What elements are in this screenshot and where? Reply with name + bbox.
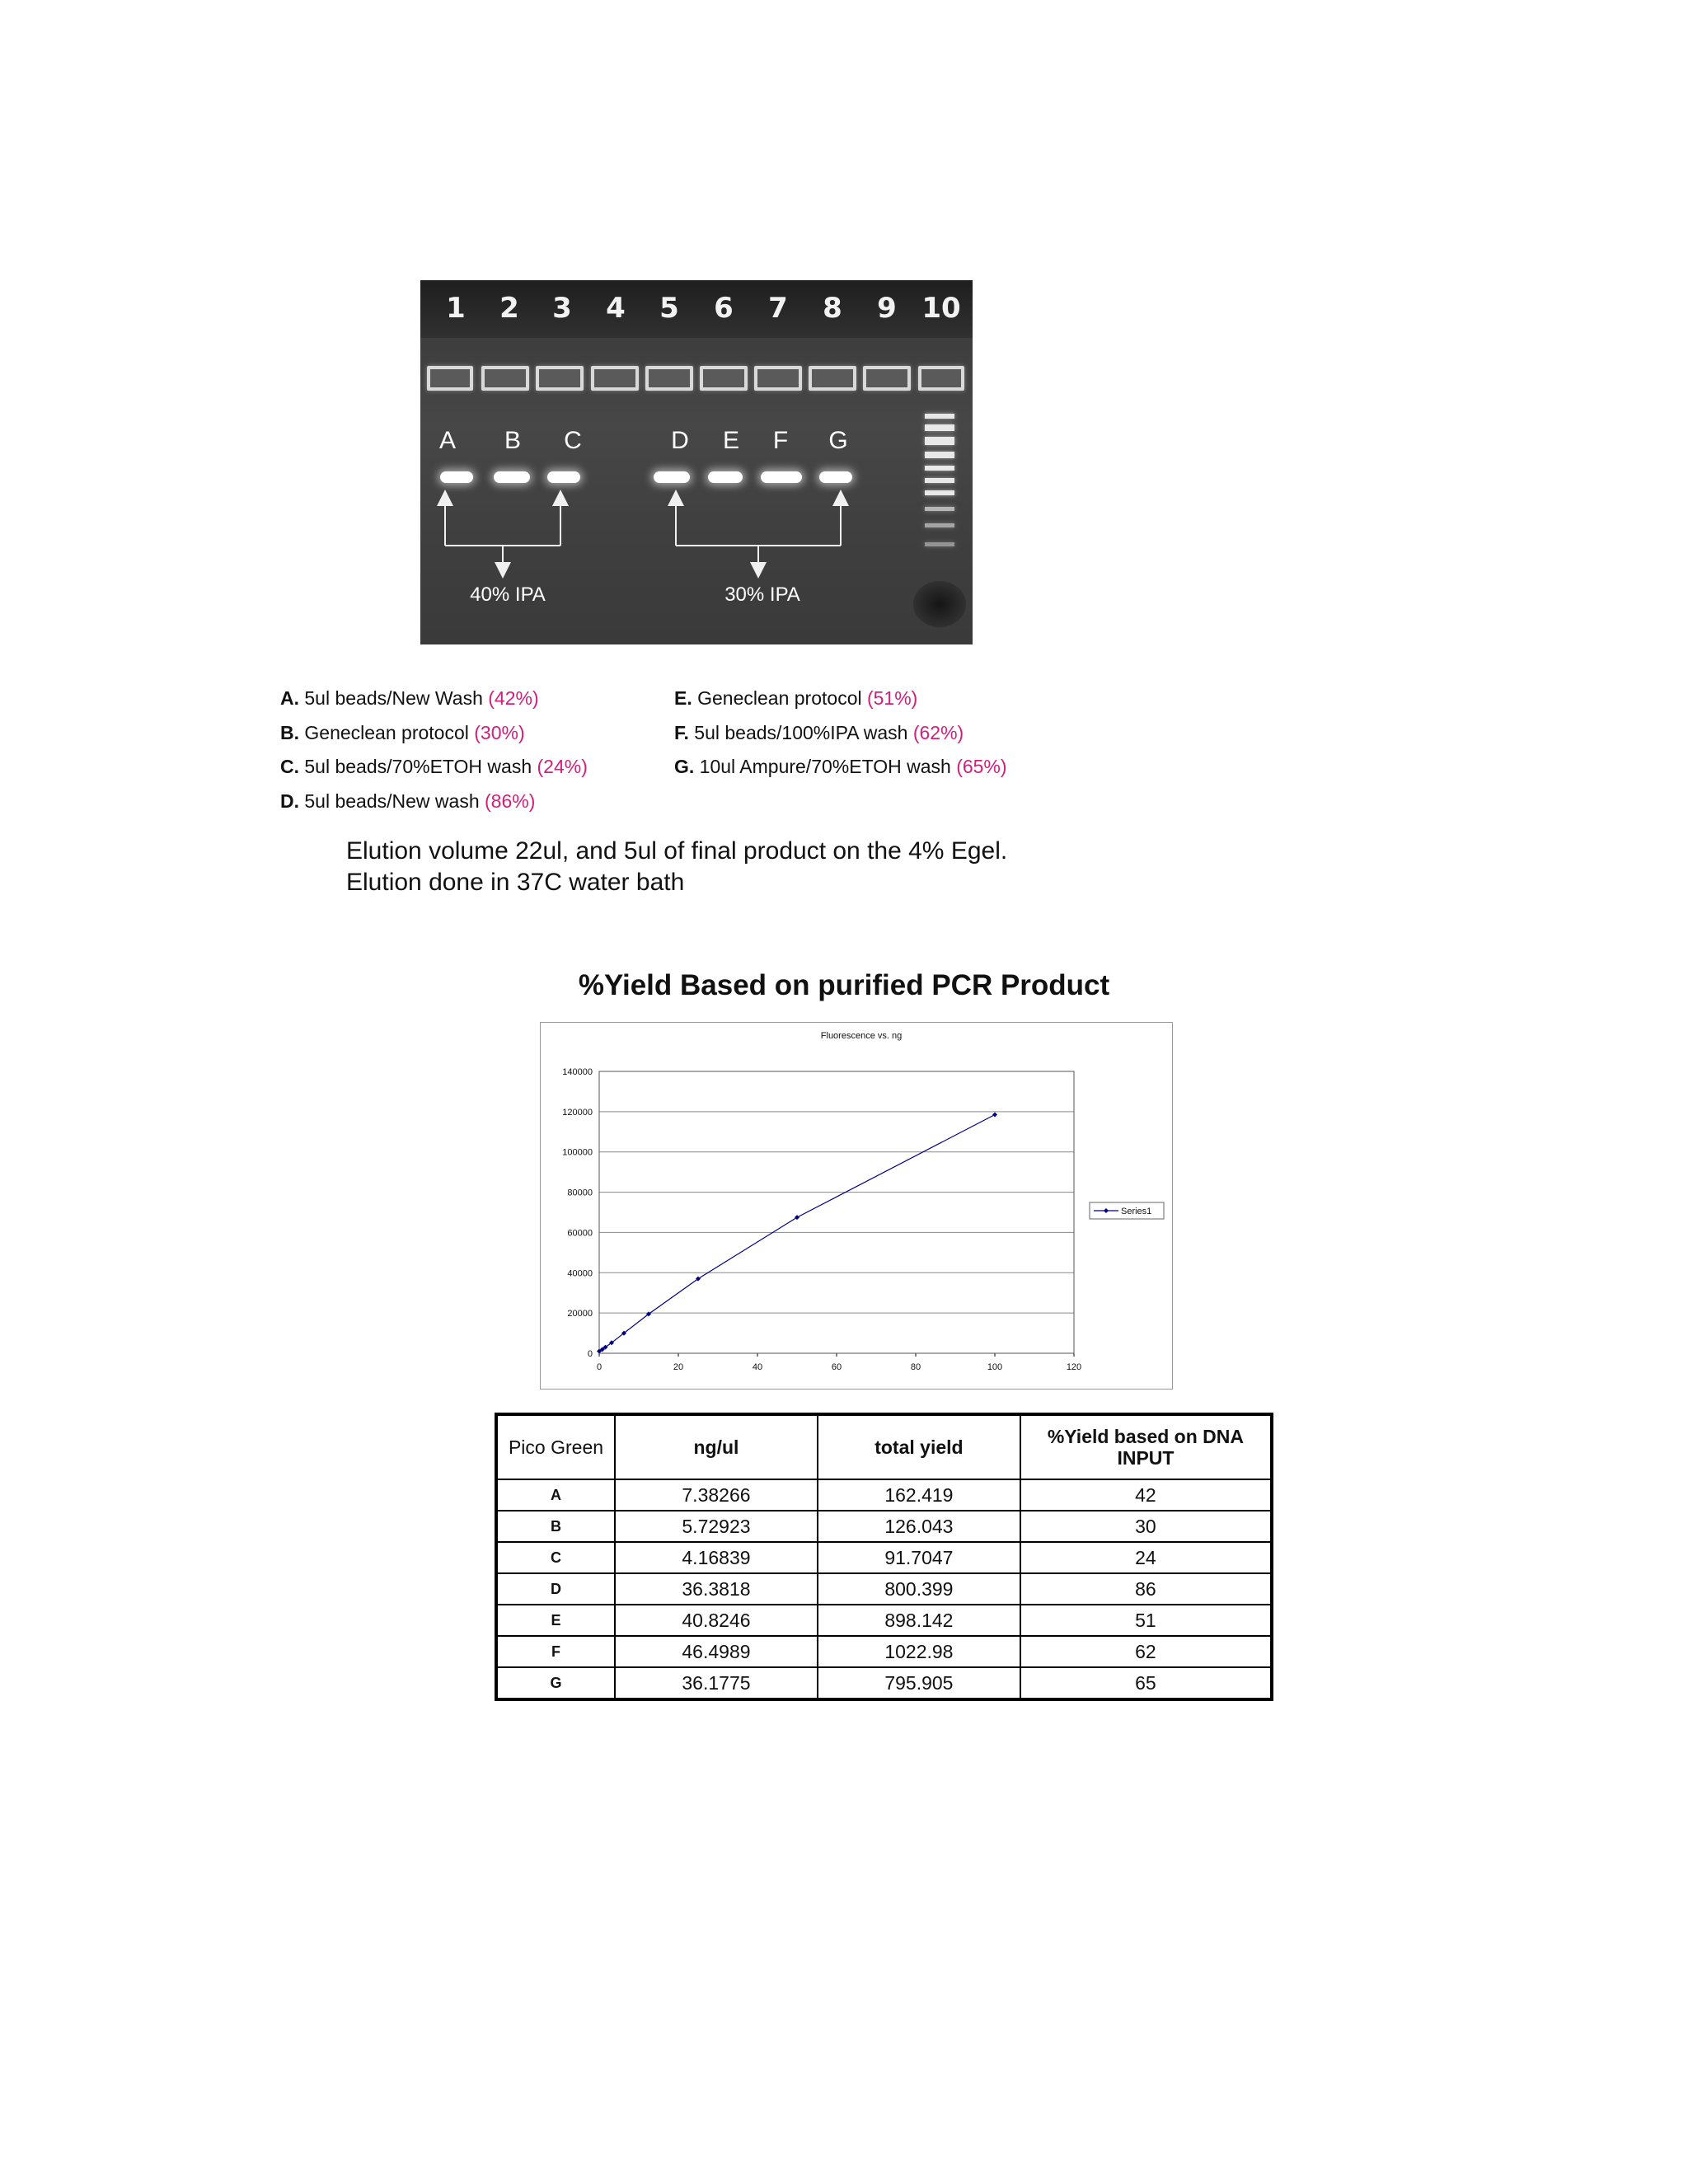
x-tick-label: 20 [673, 1362, 684, 1372]
gel-image [420, 280, 973, 644]
band-label: E [722, 427, 740, 454]
sample-percent: (65%) [956, 756, 1007, 777]
table-row [496, 1605, 1272, 1636]
lane-number: 5 [659, 292, 679, 325]
sample-letter: C. [280, 756, 299, 777]
sample-text: 5ul beads/70%ETOH wash [304, 756, 532, 777]
table-cell: 30 [1020, 1511, 1272, 1542]
column-header: %Yield based on DNA INPUT [1020, 1414, 1272, 1479]
table-cell: 40.8246 [615, 1605, 818, 1636]
lane-number: 1 [446, 292, 466, 325]
data-point [795, 1215, 799, 1220]
sample-letter: B. [280, 722, 299, 743]
y-tick-label: 100000 [562, 1147, 593, 1158]
y-tick-label: 40000 [567, 1268, 593, 1279]
row-label-cell: D [496, 1573, 615, 1605]
band-label: G [828, 427, 848, 454]
table-cell: 36.3818 [615, 1573, 818, 1605]
sample-letter: G. [674, 756, 695, 777]
table-cell: 91.7047 [818, 1542, 1020, 1573]
sample-percent: (51%) [866, 687, 918, 709]
sample-text: 5ul beads/100%IPA wash [694, 722, 908, 743]
row-label-cell: C [496, 1542, 615, 1573]
sample-description-f [674, 722, 964, 744]
table-cell: 126.043 [818, 1511, 1020, 1542]
x-tick-label: 40 [752, 1362, 763, 1372]
legend-label: Series1 [1121, 1207, 1152, 1216]
row-label-cell: F [496, 1636, 615, 1667]
table-cell: 795.905 [818, 1667, 1020, 1699]
sample-text: Geneclean protocol [697, 687, 862, 709]
sample-description-b [280, 722, 525, 744]
table-cell: 36.1775 [615, 1667, 818, 1699]
sample-percent: (86%) [485, 790, 536, 812]
band-label: C [564, 427, 582, 454]
column-header: ng/ul [615, 1414, 818, 1479]
y-tick-label: 120000 [562, 1107, 593, 1118]
band-label: A [438, 427, 457, 454]
table-cell: 24 [1020, 1542, 1272, 1573]
sample-description-g [674, 756, 1007, 778]
sample-description-e [674, 687, 917, 710]
sample-letter: D. [280, 790, 299, 812]
fluorescence-chart [540, 1022, 1173, 1390]
table-row [496, 1667, 1272, 1699]
y-tick-label: 0 [587, 1349, 593, 1359]
band-label: F [772, 427, 789, 454]
lane-number: 2 [499, 292, 519, 325]
lane-number: 4 [606, 292, 626, 325]
table-cell: 800.399 [818, 1573, 1020, 1605]
column-header: Pico Green [496, 1414, 615, 1479]
x-tick-label: 100 [987, 1362, 1003, 1372]
row-label-cell: E [496, 1605, 615, 1636]
table-cell: 42 [1020, 1479, 1272, 1511]
lane-number: 8 [823, 292, 842, 325]
data-point [992, 1113, 997, 1118]
y-tick-label: 20000 [567, 1309, 593, 1319]
table-row [496, 1542, 1272, 1573]
sample-text: 5ul beads/New wash [304, 790, 480, 812]
group-label-40-ipa: 40% IPA [470, 583, 546, 606]
lane-number: 9 [877, 292, 897, 325]
lane-number: 3 [552, 292, 572, 325]
lane-number: 10 [921, 292, 961, 325]
table-cell: 898.142 [818, 1605, 1020, 1636]
sample-text: 10ul Ampure/70%ETOH wash [699, 756, 951, 777]
y-tick-label: 60000 [567, 1228, 593, 1239]
sample-percent: (30%) [474, 722, 525, 743]
chart-subtitle: Fluorescence vs. ng [820, 1031, 903, 1041]
table-cell: 5.72923 [615, 1511, 818, 1542]
table-cell: 86 [1020, 1573, 1272, 1605]
x-tick-label: 80 [910, 1362, 921, 1372]
table-cell: 65 [1020, 1667, 1272, 1699]
sample-percent: (62%) [912, 722, 964, 743]
table-cell: 4.16839 [615, 1542, 818, 1573]
sample-description-d [280, 790, 535, 813]
table-cell: 1022.98 [818, 1636, 1020, 1667]
table-row [496, 1636, 1272, 1667]
column-header: total yield [818, 1414, 1020, 1479]
table-cell: 51 [1020, 1605, 1272, 1636]
x-tick-label: 60 [831, 1362, 842, 1372]
sample-text: Geneclean protocol [304, 722, 469, 743]
sample-letter: E. [674, 687, 692, 709]
lane-number: 7 [768, 292, 788, 325]
sample-letter: F. [674, 722, 689, 743]
plot-area [599, 1071, 1074, 1353]
lane-number: 6 [714, 292, 734, 325]
sample-letter: A. [280, 687, 299, 709]
table-row [496, 1479, 1272, 1511]
sample-percent: (42%) [488, 687, 539, 709]
row-label-cell: A [496, 1479, 615, 1511]
yield-table [495, 1413, 1273, 1701]
table-cell: 62 [1020, 1636, 1272, 1667]
sample-percent: (24%) [537, 756, 588, 777]
table-cell: 162.419 [818, 1479, 1020, 1511]
elution-note-line2: Elution done in 37C water bath [346, 869, 685, 896]
sample-text: 5ul beads/New Wash [304, 687, 483, 709]
band-label: D [671, 427, 689, 454]
row-label-cell: B [496, 1511, 615, 1542]
series-line [599, 1115, 995, 1352]
group-label-30-ipa: 30% IPA [724, 583, 800, 606]
table-row [496, 1573, 1272, 1605]
sample-description-a [280, 687, 539, 710]
band-label: B [504, 427, 522, 454]
table-cell: 7.38266 [615, 1479, 818, 1511]
row-label-cell: G [496, 1667, 615, 1699]
table-cell: 46.4989 [615, 1636, 818, 1667]
y-tick-label: 80000 [567, 1188, 593, 1198]
chart-title: %Yield Based on purified PCR Product [578, 969, 1110, 1001]
elution-note-line1: Elution volume 22ul, and 5ul of final product on the 4% Egel. [346, 837, 1008, 865]
x-tick-label: 120 [1066, 1362, 1082, 1372]
sample-description-c [280, 756, 588, 778]
y-tick-label: 140000 [562, 1067, 593, 1077]
table-header-row [496, 1414, 1272, 1479]
table-row [496, 1511, 1272, 1542]
x-tick-label: 0 [596, 1362, 603, 1372]
